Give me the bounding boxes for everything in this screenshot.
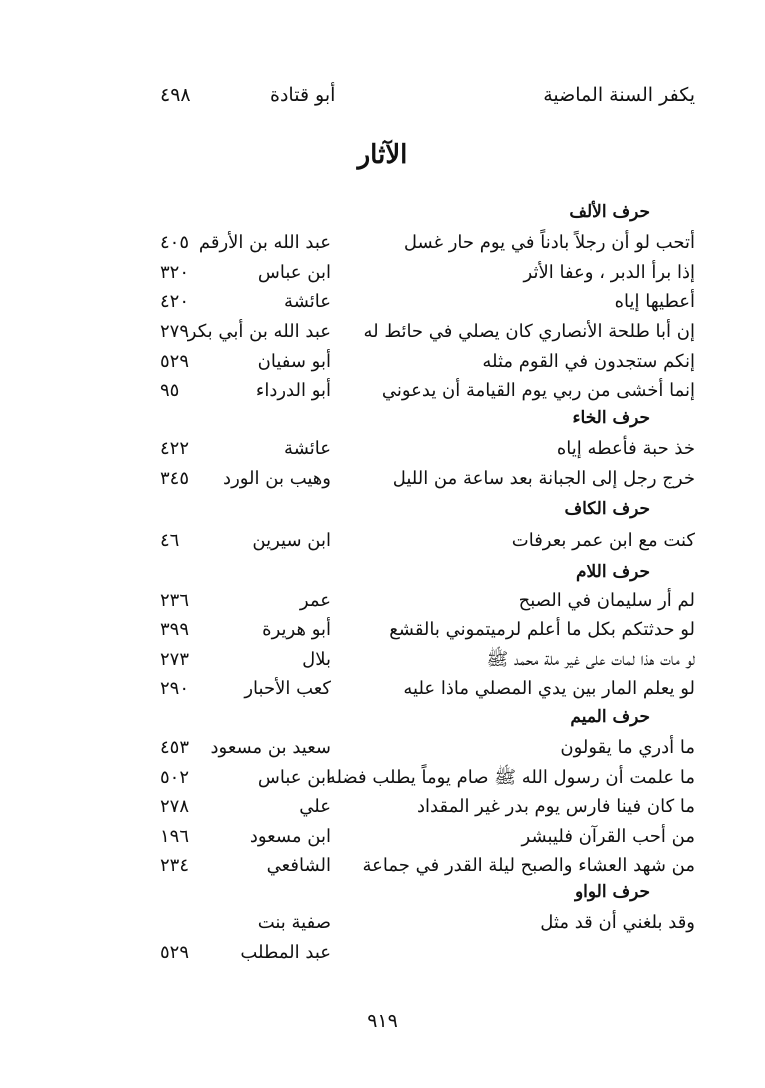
entry-page: ٢٣٦: [160, 590, 190, 611]
index-entry: [0, 228, 765, 258]
entry-narrator: عبد الله بن الأرقم: [198, 232, 331, 253]
entry-page: ٤٦: [160, 530, 180, 551]
header-narrator: أبو قتادة: [270, 84, 336, 106]
index-entry: [0, 347, 765, 377]
entry-page: ٢٧٨: [160, 796, 190, 817]
entry-narrator: وهيب بن الورد: [223, 468, 331, 489]
entry-page: ٤٥٣: [160, 737, 190, 758]
section-heading: حرف اللام: [575, 562, 650, 582]
entry-narrator: عائشة: [284, 438, 331, 459]
index-entry: [0, 464, 765, 494]
entry-page: ٣٢٠: [160, 262, 190, 283]
entry-page: ١٩٦: [160, 826, 190, 847]
entry-text: أتحب لو أن رجلاً بادناً في يوم حار غسل: [403, 232, 695, 253]
entry-page: ٩٥: [160, 380, 180, 401]
entry-narrator: عائشة: [284, 291, 331, 312]
index-entry: [0, 258, 765, 288]
entry-narrator: عمر: [299, 590, 331, 611]
entry-text: أعطيها إياه: [614, 291, 695, 312]
entry-text: لو حدثتكم بكل ما أعلم لرميتموني بالقشع: [389, 619, 695, 640]
index-entry: [0, 822, 765, 852]
entry-text: ما أدري ما يقولون: [560, 737, 695, 758]
section-heading: حرف الميم: [570, 707, 650, 727]
entry-page: ٥٢٩: [160, 942, 190, 963]
entry-text: كنت مع ابن عمر بعرفات: [511, 530, 695, 551]
entry-text: خذ حبة فأعطه إياه: [556, 438, 695, 459]
entry-page: ٢٩٠: [160, 678, 190, 699]
entry-narrator: أبو هريرة: [262, 619, 331, 640]
entry-page: ٥٢٩: [160, 351, 190, 372]
entry-narrator: ابن مسعود: [249, 826, 331, 847]
entry-text: إن أبا طلحة الأنصاري كان يصلي في حائط له: [363, 321, 695, 342]
entry-narrator: صفية بنت: [257, 912, 331, 933]
entry-text: وقد بلغني أن قد مثل: [540, 912, 695, 933]
entry-narrator: أبو سفيان: [257, 351, 331, 372]
entry-narrator: ابن سيرين: [252, 530, 331, 551]
entry-page: ٤٢٢: [160, 438, 190, 459]
section-heading: حرف الخاء: [572, 408, 650, 428]
index-entry: [0, 851, 765, 881]
entry-narrator: أبو الدرداء: [255, 380, 331, 401]
entry-page: ٢٣٤: [160, 855, 190, 876]
entry-page: ٣٩٩: [160, 619, 190, 640]
entry-page: ٢٧٩: [160, 321, 190, 342]
index-entry: [0, 908, 765, 938]
index-entry: [0, 792, 765, 822]
entry-narrator: سعيد بن مسعود: [210, 737, 331, 758]
running-title: يكفر السنة الماضية: [543, 84, 695, 106]
entry-text: من شهد العشاء والصبح ليلة القدر في جماعة: [362, 855, 695, 876]
index-entry: [0, 645, 765, 675]
entry-text: لو يعلم المار بين يدي المصلي ماذا عليه: [403, 678, 695, 699]
entry-narrator: كعب الأحبار: [244, 678, 331, 699]
section-heading: حرف الألف: [569, 202, 650, 222]
index-entry: [0, 763, 765, 793]
entry-text: ما كان فينا فارس يوم بدر غير المقداد: [417, 796, 695, 817]
entry-text: إذا برأ الدبر ، وعفا الأثر: [523, 262, 695, 283]
index-entry: [0, 317, 765, 347]
entry-narrator: علي: [299, 796, 331, 817]
index-entry: [0, 526, 765, 556]
entry-narrator: عبد الله بن أبي بكر: [187, 321, 331, 342]
section-heading: حرف الكاف: [564, 499, 650, 519]
entry-page: ٥٠٢: [160, 767, 190, 788]
entry-text: خرج رجل إلى الجبانة بعد ساعة من الليل: [392, 468, 695, 489]
index-entry: [0, 376, 765, 406]
index-entry: [0, 434, 765, 464]
entry-page: ٤٢٠: [160, 291, 190, 312]
index-entry: [0, 615, 765, 645]
entry-text: ما علمت أن رسول الله ﷺ صام يوماً يطلب فضله: [326, 767, 695, 788]
entry-page: ٤٠٥: [160, 232, 190, 253]
entry-text: لم أر سليمان في الصبح: [518, 590, 695, 611]
entry-text: إنما أخشى من ربي يوم القيامة أن يدعوني: [381, 380, 695, 401]
entry-narrator: عبد المطلب: [240, 942, 331, 963]
page-number: ٩١٩: [367, 1010, 398, 1032]
index-entry: [0, 674, 765, 704]
entry-text: من أحب القرآن فليبشر: [521, 826, 695, 847]
entry-text: إنكم ستجدون في القوم مثله: [482, 351, 695, 372]
entry-page: ٣٤٥: [160, 468, 190, 489]
section-heading: حرف الواو: [574, 882, 650, 902]
entry-narrator: بلال: [302, 649, 331, 670]
page-title: الآثار: [357, 140, 408, 170]
index-entry: [0, 938, 765, 968]
index-entry: [0, 733, 765, 763]
entry-text: لو مات هذا لمات على غير ملة محمد ﷺ: [486, 649, 695, 670]
entry-narrator: الشافعي: [266, 855, 331, 876]
index-entry: [0, 287, 765, 317]
entry-narrator: ابن عباس: [257, 767, 331, 788]
entry-page: ٢٧٣: [160, 649, 190, 670]
entry-narrator: ابن عباس: [257, 262, 331, 283]
header-page-ref: ٤٩٨: [160, 84, 191, 106]
index-entry: [0, 586, 765, 616]
